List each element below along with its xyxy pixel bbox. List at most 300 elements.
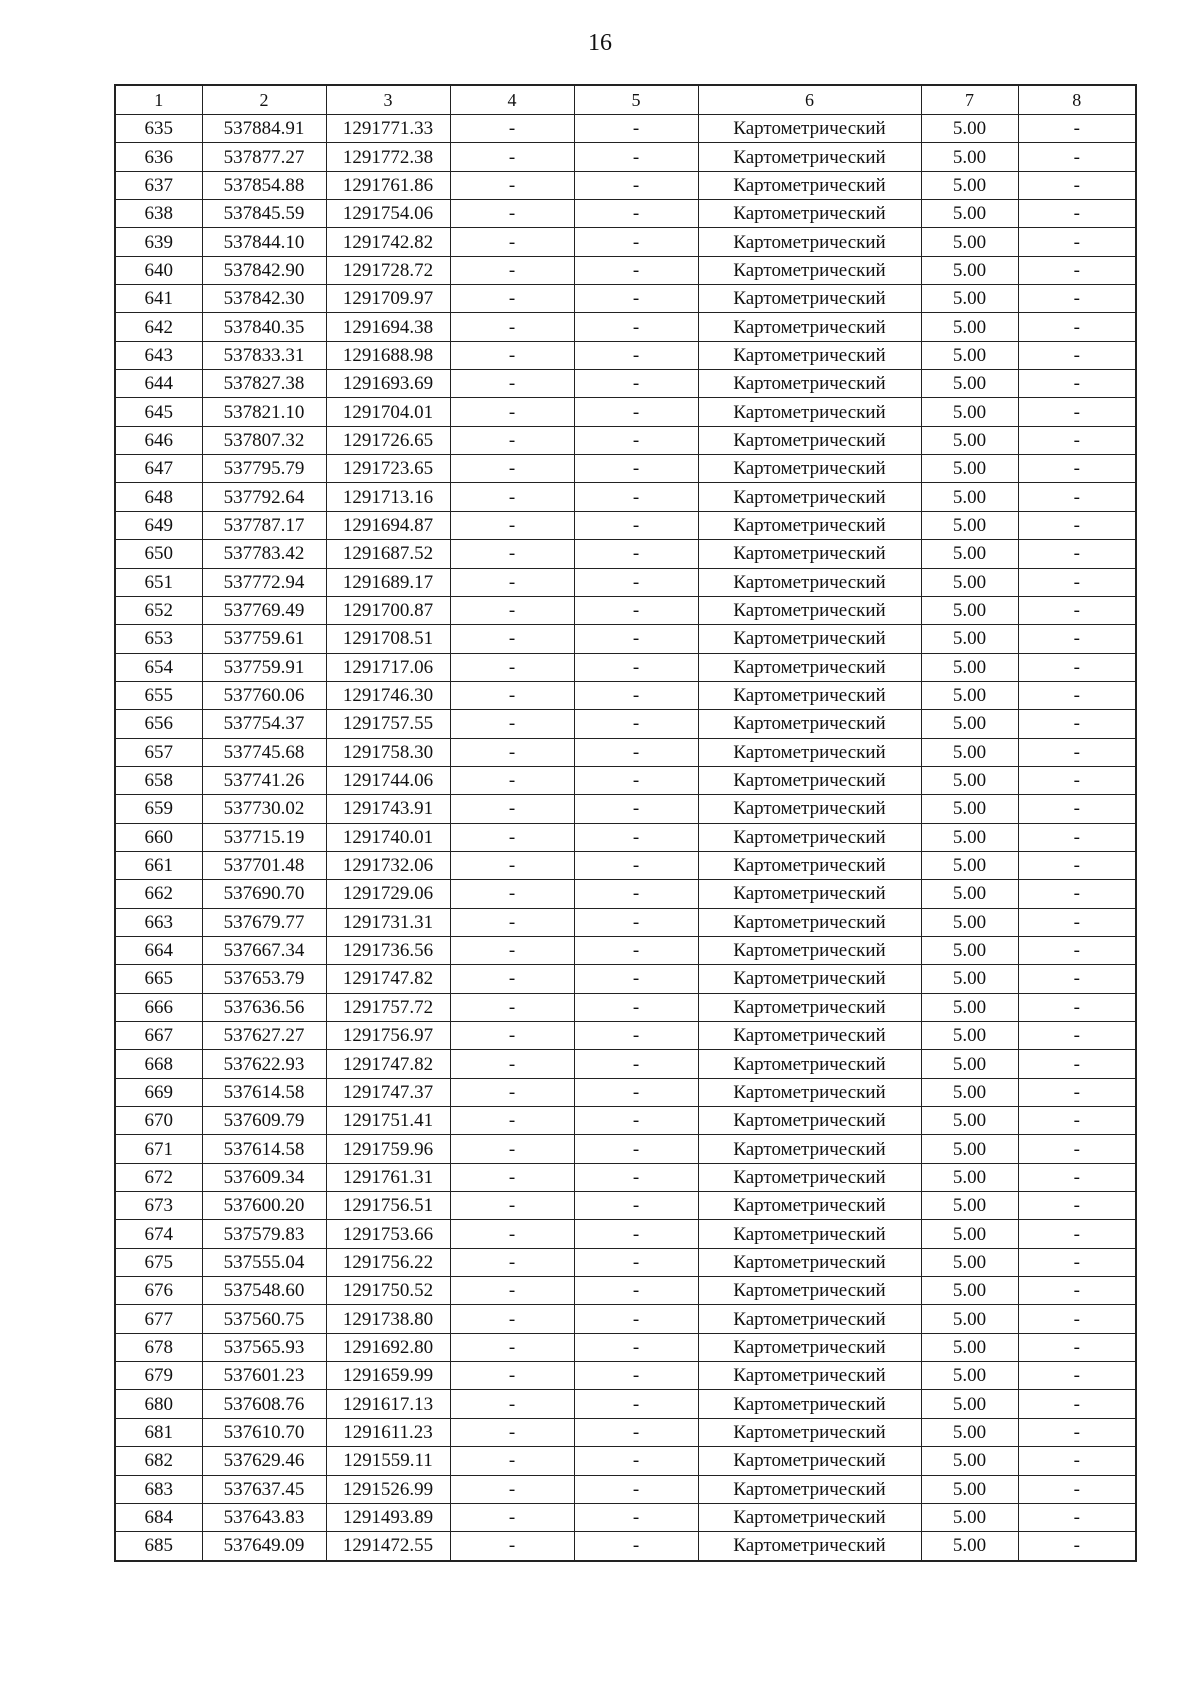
col5-cell: - — [574, 1022, 698, 1050]
x-coordinate-cell: 537579.83 — [202, 1220, 326, 1248]
col5-cell: - — [574, 880, 698, 908]
col5-cell: - — [574, 143, 698, 171]
y-coordinate-cell: 1291740.01 — [326, 823, 450, 851]
col5-cell: - — [574, 1418, 698, 1446]
point-number-cell: 649 — [115, 511, 202, 539]
method-cell: Картометрический — [698, 1078, 921, 1106]
col5-cell: - — [574, 256, 698, 284]
point-number-cell: 656 — [115, 710, 202, 738]
col5-cell: - — [574, 1277, 698, 1305]
x-coordinate-cell: 537649.09 — [202, 1532, 326, 1561]
point-number-cell: 644 — [115, 370, 202, 398]
col5-cell: - — [574, 1248, 698, 1276]
y-coordinate-cell: 1291758.30 — [326, 738, 450, 766]
table-row — [115, 285, 1136, 313]
method-cell: Картометрический — [698, 313, 921, 341]
method-cell: Картометрический — [698, 1447, 921, 1475]
accuracy-cell: 5.00 — [921, 256, 1018, 284]
table-row — [115, 1163, 1136, 1191]
x-coordinate-cell: 537844.10 — [202, 228, 326, 256]
accuracy-cell: 5.00 — [921, 228, 1018, 256]
method-cell: Картометрический — [698, 1107, 921, 1135]
method-cell: Картометрический — [698, 483, 921, 511]
x-coordinate-cell: 537827.38 — [202, 370, 326, 398]
point-number-cell: 679 — [115, 1362, 202, 1390]
method-cell: Картометрический — [698, 200, 921, 228]
y-coordinate-cell: 1291617.13 — [326, 1390, 450, 1418]
col8-cell: - — [1018, 256, 1136, 284]
col8-cell: - — [1018, 1532, 1136, 1561]
x-coordinate-cell: 537833.31 — [202, 341, 326, 369]
x-coordinate-cell: 537821.10 — [202, 398, 326, 426]
point-number-cell: 646 — [115, 426, 202, 454]
x-coordinate-cell: 537627.27 — [202, 1022, 326, 1050]
x-coordinate-cell: 537690.70 — [202, 880, 326, 908]
column-header: 8 — [1018, 85, 1136, 115]
y-coordinate-cell: 1291493.89 — [326, 1503, 450, 1531]
col8-cell: - — [1018, 1333, 1136, 1361]
col4-cell: - — [450, 1503, 574, 1531]
point-number-cell: 675 — [115, 1248, 202, 1276]
table-row — [115, 965, 1136, 993]
column-header: 2 — [202, 85, 326, 115]
col4-cell: - — [450, 568, 574, 596]
table-row — [115, 710, 1136, 738]
col8-cell: - — [1018, 1078, 1136, 1106]
col4-cell: - — [450, 1022, 574, 1050]
col4-cell: - — [450, 115, 574, 143]
point-number-cell: 677 — [115, 1305, 202, 1333]
table-row — [115, 653, 1136, 681]
col5-cell: - — [574, 1447, 698, 1475]
table-row — [115, 1078, 1136, 1106]
method-cell: Картометрический — [698, 795, 921, 823]
method-cell: Картометрический — [698, 1192, 921, 1220]
col8-cell: - — [1018, 1447, 1136, 1475]
col8-cell: - — [1018, 540, 1136, 568]
col5-cell: - — [574, 1078, 698, 1106]
table-row — [115, 681, 1136, 709]
table-row — [115, 1192, 1136, 1220]
accuracy-cell: 5.00 — [921, 115, 1018, 143]
point-number-cell: 652 — [115, 596, 202, 624]
accuracy-cell: 5.00 — [921, 143, 1018, 171]
accuracy-cell: 5.00 — [921, 1277, 1018, 1305]
x-coordinate-cell: 537787.17 — [202, 511, 326, 539]
y-coordinate-cell: 1291742.82 — [326, 228, 450, 256]
method-cell: Картометрический — [698, 1277, 921, 1305]
method-cell: Картометрический — [698, 426, 921, 454]
col5-cell: - — [574, 200, 698, 228]
x-coordinate-cell: 537842.90 — [202, 256, 326, 284]
y-coordinate-cell: 1291709.97 — [326, 285, 450, 313]
col5-cell: - — [574, 1163, 698, 1191]
point-number-cell: 655 — [115, 681, 202, 709]
col8-cell: - — [1018, 880, 1136, 908]
y-coordinate-cell: 1291526.99 — [326, 1475, 450, 1503]
table-row — [115, 908, 1136, 936]
table-row — [115, 200, 1136, 228]
col4-cell: - — [450, 313, 574, 341]
col8-cell: - — [1018, 200, 1136, 228]
col8-cell: - — [1018, 455, 1136, 483]
accuracy-cell: 5.00 — [921, 936, 1018, 964]
method-cell: Картометрический — [698, 1475, 921, 1503]
y-coordinate-cell: 1291659.99 — [326, 1362, 450, 1390]
col8-cell: - — [1018, 851, 1136, 879]
table-row — [115, 596, 1136, 624]
x-coordinate-cell: 537741.26 — [202, 766, 326, 794]
accuracy-cell: 5.00 — [921, 1163, 1018, 1191]
table-row — [115, 228, 1136, 256]
accuracy-cell: 5.00 — [921, 908, 1018, 936]
method-cell: Картометрический — [698, 540, 921, 568]
point-number-cell: 650 — [115, 540, 202, 568]
x-coordinate-cell: 537845.59 — [202, 200, 326, 228]
col5-cell: - — [574, 795, 698, 823]
table-row — [115, 1107, 1136, 1135]
x-coordinate-cell: 537759.61 — [202, 625, 326, 653]
point-number-cell: 637 — [115, 171, 202, 199]
table-row — [115, 568, 1136, 596]
method-cell: Картометрический — [698, 143, 921, 171]
col5-cell: - — [574, 398, 698, 426]
table-row — [115, 1447, 1136, 1475]
y-coordinate-cell: 1291717.06 — [326, 653, 450, 681]
point-number-cell: 667 — [115, 1022, 202, 1050]
table-row — [115, 1532, 1136, 1561]
point-number-cell: 676 — [115, 1277, 202, 1305]
col4-cell: - — [450, 596, 574, 624]
column-header: 1 — [115, 85, 202, 115]
method-cell: Картометрический — [698, 370, 921, 398]
col4-cell: - — [450, 823, 574, 851]
col4-cell: - — [450, 171, 574, 199]
col8-cell: - — [1018, 1503, 1136, 1531]
accuracy-cell: 5.00 — [921, 1192, 1018, 1220]
col8-cell: - — [1018, 228, 1136, 256]
col4-cell: - — [450, 1390, 574, 1418]
point-number-cell: 639 — [115, 228, 202, 256]
column-header: 3 — [326, 85, 450, 115]
col5-cell: - — [574, 710, 698, 738]
col8-cell: - — [1018, 483, 1136, 511]
y-coordinate-cell: 1291472.55 — [326, 1532, 450, 1561]
x-coordinate-cell: 537783.42 — [202, 540, 326, 568]
col4-cell: - — [450, 965, 574, 993]
y-coordinate-cell: 1291751.41 — [326, 1107, 450, 1135]
method-cell: Картометрический — [698, 710, 921, 738]
table-row — [115, 1305, 1136, 1333]
col4-cell: - — [450, 426, 574, 454]
table-row — [115, 1135, 1136, 1163]
col4-cell: - — [450, 1362, 574, 1390]
x-coordinate-cell: 537715.19 — [202, 823, 326, 851]
col4-cell: - — [450, 1475, 574, 1503]
table-row — [115, 1277, 1136, 1305]
accuracy-cell: 5.00 — [921, 851, 1018, 879]
col8-cell: - — [1018, 738, 1136, 766]
page-number: 16 — [588, 30, 612, 56]
method-cell: Картометрический — [698, 1418, 921, 1446]
y-coordinate-cell: 1291738.80 — [326, 1305, 450, 1333]
col8-cell: - — [1018, 568, 1136, 596]
y-coordinate-cell: 1291708.51 — [326, 625, 450, 653]
col8-cell: - — [1018, 823, 1136, 851]
col4-cell: - — [450, 1107, 574, 1135]
col8-cell: - — [1018, 908, 1136, 936]
x-coordinate-cell: 537614.58 — [202, 1078, 326, 1106]
col8-cell: - — [1018, 965, 1136, 993]
x-coordinate-cell: 537555.04 — [202, 1248, 326, 1276]
col4-cell: - — [450, 455, 574, 483]
accuracy-cell: 5.00 — [921, 313, 1018, 341]
x-coordinate-cell: 537754.37 — [202, 710, 326, 738]
point-number-cell: 660 — [115, 823, 202, 851]
method-cell: Картометрический — [698, 965, 921, 993]
accuracy-cell: 5.00 — [921, 1220, 1018, 1248]
point-number-cell: 643 — [115, 341, 202, 369]
col5-cell: - — [574, 1220, 698, 1248]
accuracy-cell: 5.00 — [921, 795, 1018, 823]
method-cell: Картометрический — [698, 228, 921, 256]
y-coordinate-cell: 1291746.30 — [326, 681, 450, 709]
x-coordinate-cell: 537745.68 — [202, 738, 326, 766]
point-number-cell: 645 — [115, 398, 202, 426]
point-number-cell: 647 — [115, 455, 202, 483]
method-cell: Картометрический — [698, 625, 921, 653]
col5-cell: - — [574, 1333, 698, 1361]
col4-cell: - — [450, 1447, 574, 1475]
col5-cell: - — [574, 341, 698, 369]
accuracy-cell: 5.00 — [921, 993, 1018, 1021]
col8-cell: - — [1018, 1418, 1136, 1446]
accuracy-cell: 5.00 — [921, 1050, 1018, 1078]
coordinates-table — [114, 84, 1137, 1562]
accuracy-cell: 5.00 — [921, 880, 1018, 908]
method-cell: Картометрический — [698, 823, 921, 851]
y-coordinate-cell: 1291704.01 — [326, 398, 450, 426]
x-coordinate-cell: 537560.75 — [202, 1305, 326, 1333]
method-cell: Картометрический — [698, 1305, 921, 1333]
method-cell: Картометрический — [698, 766, 921, 794]
col5-cell: - — [574, 738, 698, 766]
col5-cell: - — [574, 965, 698, 993]
accuracy-cell: 5.00 — [921, 1078, 1018, 1106]
accuracy-cell: 5.00 — [921, 200, 1018, 228]
col4-cell: - — [450, 540, 574, 568]
x-coordinate-cell: 537730.02 — [202, 795, 326, 823]
y-coordinate-cell: 1291723.65 — [326, 455, 450, 483]
y-coordinate-cell: 1291759.96 — [326, 1135, 450, 1163]
y-coordinate-cell: 1291694.87 — [326, 511, 450, 539]
col4-cell: - — [450, 851, 574, 879]
table-row — [115, 256, 1136, 284]
table-row — [115, 540, 1136, 568]
col5-cell: - — [574, 1107, 698, 1135]
method-cell: Картометрический — [698, 1503, 921, 1531]
col5-cell: - — [574, 625, 698, 653]
col8-cell: - — [1018, 1163, 1136, 1191]
y-coordinate-cell: 1291732.06 — [326, 851, 450, 879]
y-coordinate-cell: 1291772.38 — [326, 143, 450, 171]
method-cell: Картометрический — [698, 1333, 921, 1361]
col4-cell: - — [450, 285, 574, 313]
col5-cell: - — [574, 1503, 698, 1531]
x-coordinate-cell: 537759.91 — [202, 653, 326, 681]
table-row — [115, 1418, 1136, 1446]
x-coordinate-cell: 537842.30 — [202, 285, 326, 313]
y-coordinate-cell: 1291689.17 — [326, 568, 450, 596]
col8-cell: - — [1018, 936, 1136, 964]
col8-cell: - — [1018, 1277, 1136, 1305]
point-number-cell: 642 — [115, 313, 202, 341]
x-coordinate-cell: 537701.48 — [202, 851, 326, 879]
x-coordinate-cell: 537667.34 — [202, 936, 326, 964]
col8-cell: - — [1018, 285, 1136, 313]
col4-cell: - — [450, 993, 574, 1021]
point-number-cell: 662 — [115, 880, 202, 908]
x-coordinate-cell: 537601.23 — [202, 1362, 326, 1390]
col4-cell: - — [450, 341, 574, 369]
point-number-cell: 640 — [115, 256, 202, 284]
x-coordinate-cell: 537636.56 — [202, 993, 326, 1021]
accuracy-cell: 5.00 — [921, 1447, 1018, 1475]
col5-cell: - — [574, 1135, 698, 1163]
y-coordinate-cell: 1291692.80 — [326, 1333, 450, 1361]
col4-cell: - — [450, 880, 574, 908]
col4-cell: - — [450, 936, 574, 964]
table-body — [115, 115, 1136, 1561]
y-coordinate-cell: 1291753.66 — [326, 1220, 450, 1248]
method-cell: Картометрический — [698, 880, 921, 908]
col8-cell: - — [1018, 1305, 1136, 1333]
accuracy-cell: 5.00 — [921, 1503, 1018, 1531]
table-row — [115, 795, 1136, 823]
col4-cell: - — [450, 398, 574, 426]
col8-cell: - — [1018, 313, 1136, 341]
table-row — [115, 936, 1136, 964]
accuracy-cell: 5.00 — [921, 823, 1018, 851]
table-row — [115, 370, 1136, 398]
point-number-cell: 641 — [115, 285, 202, 313]
col4-cell: - — [450, 228, 574, 256]
col5-cell: - — [574, 1192, 698, 1220]
point-number-cell: 668 — [115, 1050, 202, 1078]
method-cell: Картометрический — [698, 1390, 921, 1418]
col8-cell: - — [1018, 766, 1136, 794]
point-number-cell: 664 — [115, 936, 202, 964]
col5-cell: - — [574, 993, 698, 1021]
table-row — [115, 398, 1136, 426]
col5-cell: - — [574, 681, 698, 709]
col8-cell: - — [1018, 426, 1136, 454]
table-row — [115, 1220, 1136, 1248]
x-coordinate-cell: 537610.70 — [202, 1418, 326, 1446]
col4-cell: - — [450, 681, 574, 709]
col4-cell: - — [450, 1305, 574, 1333]
col4-cell: - — [450, 483, 574, 511]
x-coordinate-cell: 537629.46 — [202, 1447, 326, 1475]
y-coordinate-cell: 1291756.51 — [326, 1192, 450, 1220]
point-number-cell: 678 — [115, 1333, 202, 1361]
table-row — [115, 823, 1136, 851]
y-coordinate-cell: 1291756.22 — [326, 1248, 450, 1276]
point-number-cell: 665 — [115, 965, 202, 993]
col5-cell: - — [574, 1390, 698, 1418]
point-number-cell: 658 — [115, 766, 202, 794]
col5-cell: - — [574, 455, 698, 483]
point-number-cell: 685 — [115, 1532, 202, 1561]
y-coordinate-cell: 1291728.72 — [326, 256, 450, 284]
x-coordinate-cell: 537769.49 — [202, 596, 326, 624]
col8-cell: - — [1018, 143, 1136, 171]
y-coordinate-cell: 1291713.16 — [326, 483, 450, 511]
col5-cell: - — [574, 908, 698, 936]
col5-cell: - — [574, 370, 698, 398]
col8-cell: - — [1018, 596, 1136, 624]
accuracy-cell: 5.00 — [921, 455, 1018, 483]
y-coordinate-cell: 1291694.38 — [326, 313, 450, 341]
y-coordinate-cell: 1291731.31 — [326, 908, 450, 936]
accuracy-cell: 5.00 — [921, 483, 1018, 511]
y-coordinate-cell: 1291726.65 — [326, 426, 450, 454]
point-number-cell: 654 — [115, 653, 202, 681]
col8-cell: - — [1018, 341, 1136, 369]
col5-cell: - — [574, 115, 698, 143]
col5-cell: - — [574, 1532, 698, 1561]
col8-cell: - — [1018, 1390, 1136, 1418]
table-row — [115, 1333, 1136, 1361]
col4-cell: - — [450, 766, 574, 794]
accuracy-cell: 5.00 — [921, 710, 1018, 738]
x-coordinate-cell: 537565.93 — [202, 1333, 326, 1361]
x-coordinate-cell: 537614.58 — [202, 1135, 326, 1163]
method-cell: Картометрический — [698, 115, 921, 143]
method-cell: Картометрический — [698, 596, 921, 624]
col4-cell: - — [450, 200, 574, 228]
accuracy-cell: 5.00 — [921, 625, 1018, 653]
col4-cell: - — [450, 653, 574, 681]
col4-cell: - — [450, 1418, 574, 1446]
column-header: 4 — [450, 85, 574, 115]
col8-cell: - — [1018, 1022, 1136, 1050]
point-number-cell: 653 — [115, 625, 202, 653]
accuracy-cell: 5.00 — [921, 511, 1018, 539]
y-coordinate-cell: 1291747.82 — [326, 1050, 450, 1078]
point-number-cell: 659 — [115, 795, 202, 823]
table-row — [115, 851, 1136, 879]
y-coordinate-cell: 1291700.87 — [326, 596, 450, 624]
method-cell: Картометрический — [698, 993, 921, 1021]
method-cell: Картометрический — [698, 1532, 921, 1561]
table-row — [115, 880, 1136, 908]
accuracy-cell: 5.00 — [921, 1532, 1018, 1561]
col4-cell: - — [450, 625, 574, 653]
x-coordinate-cell: 537792.64 — [202, 483, 326, 511]
method-cell: Картометрический — [698, 1022, 921, 1050]
method-cell: Картометрический — [698, 908, 921, 936]
col8-cell: - — [1018, 1362, 1136, 1390]
point-number-cell: 684 — [115, 1503, 202, 1531]
col5-cell: - — [574, 568, 698, 596]
method-cell: Картометрический — [698, 256, 921, 284]
x-coordinate-cell: 537609.79 — [202, 1107, 326, 1135]
col4-cell: - — [450, 1248, 574, 1276]
accuracy-cell: 5.00 — [921, 596, 1018, 624]
col4-cell: - — [450, 1135, 574, 1163]
method-cell: Картометрический — [698, 738, 921, 766]
